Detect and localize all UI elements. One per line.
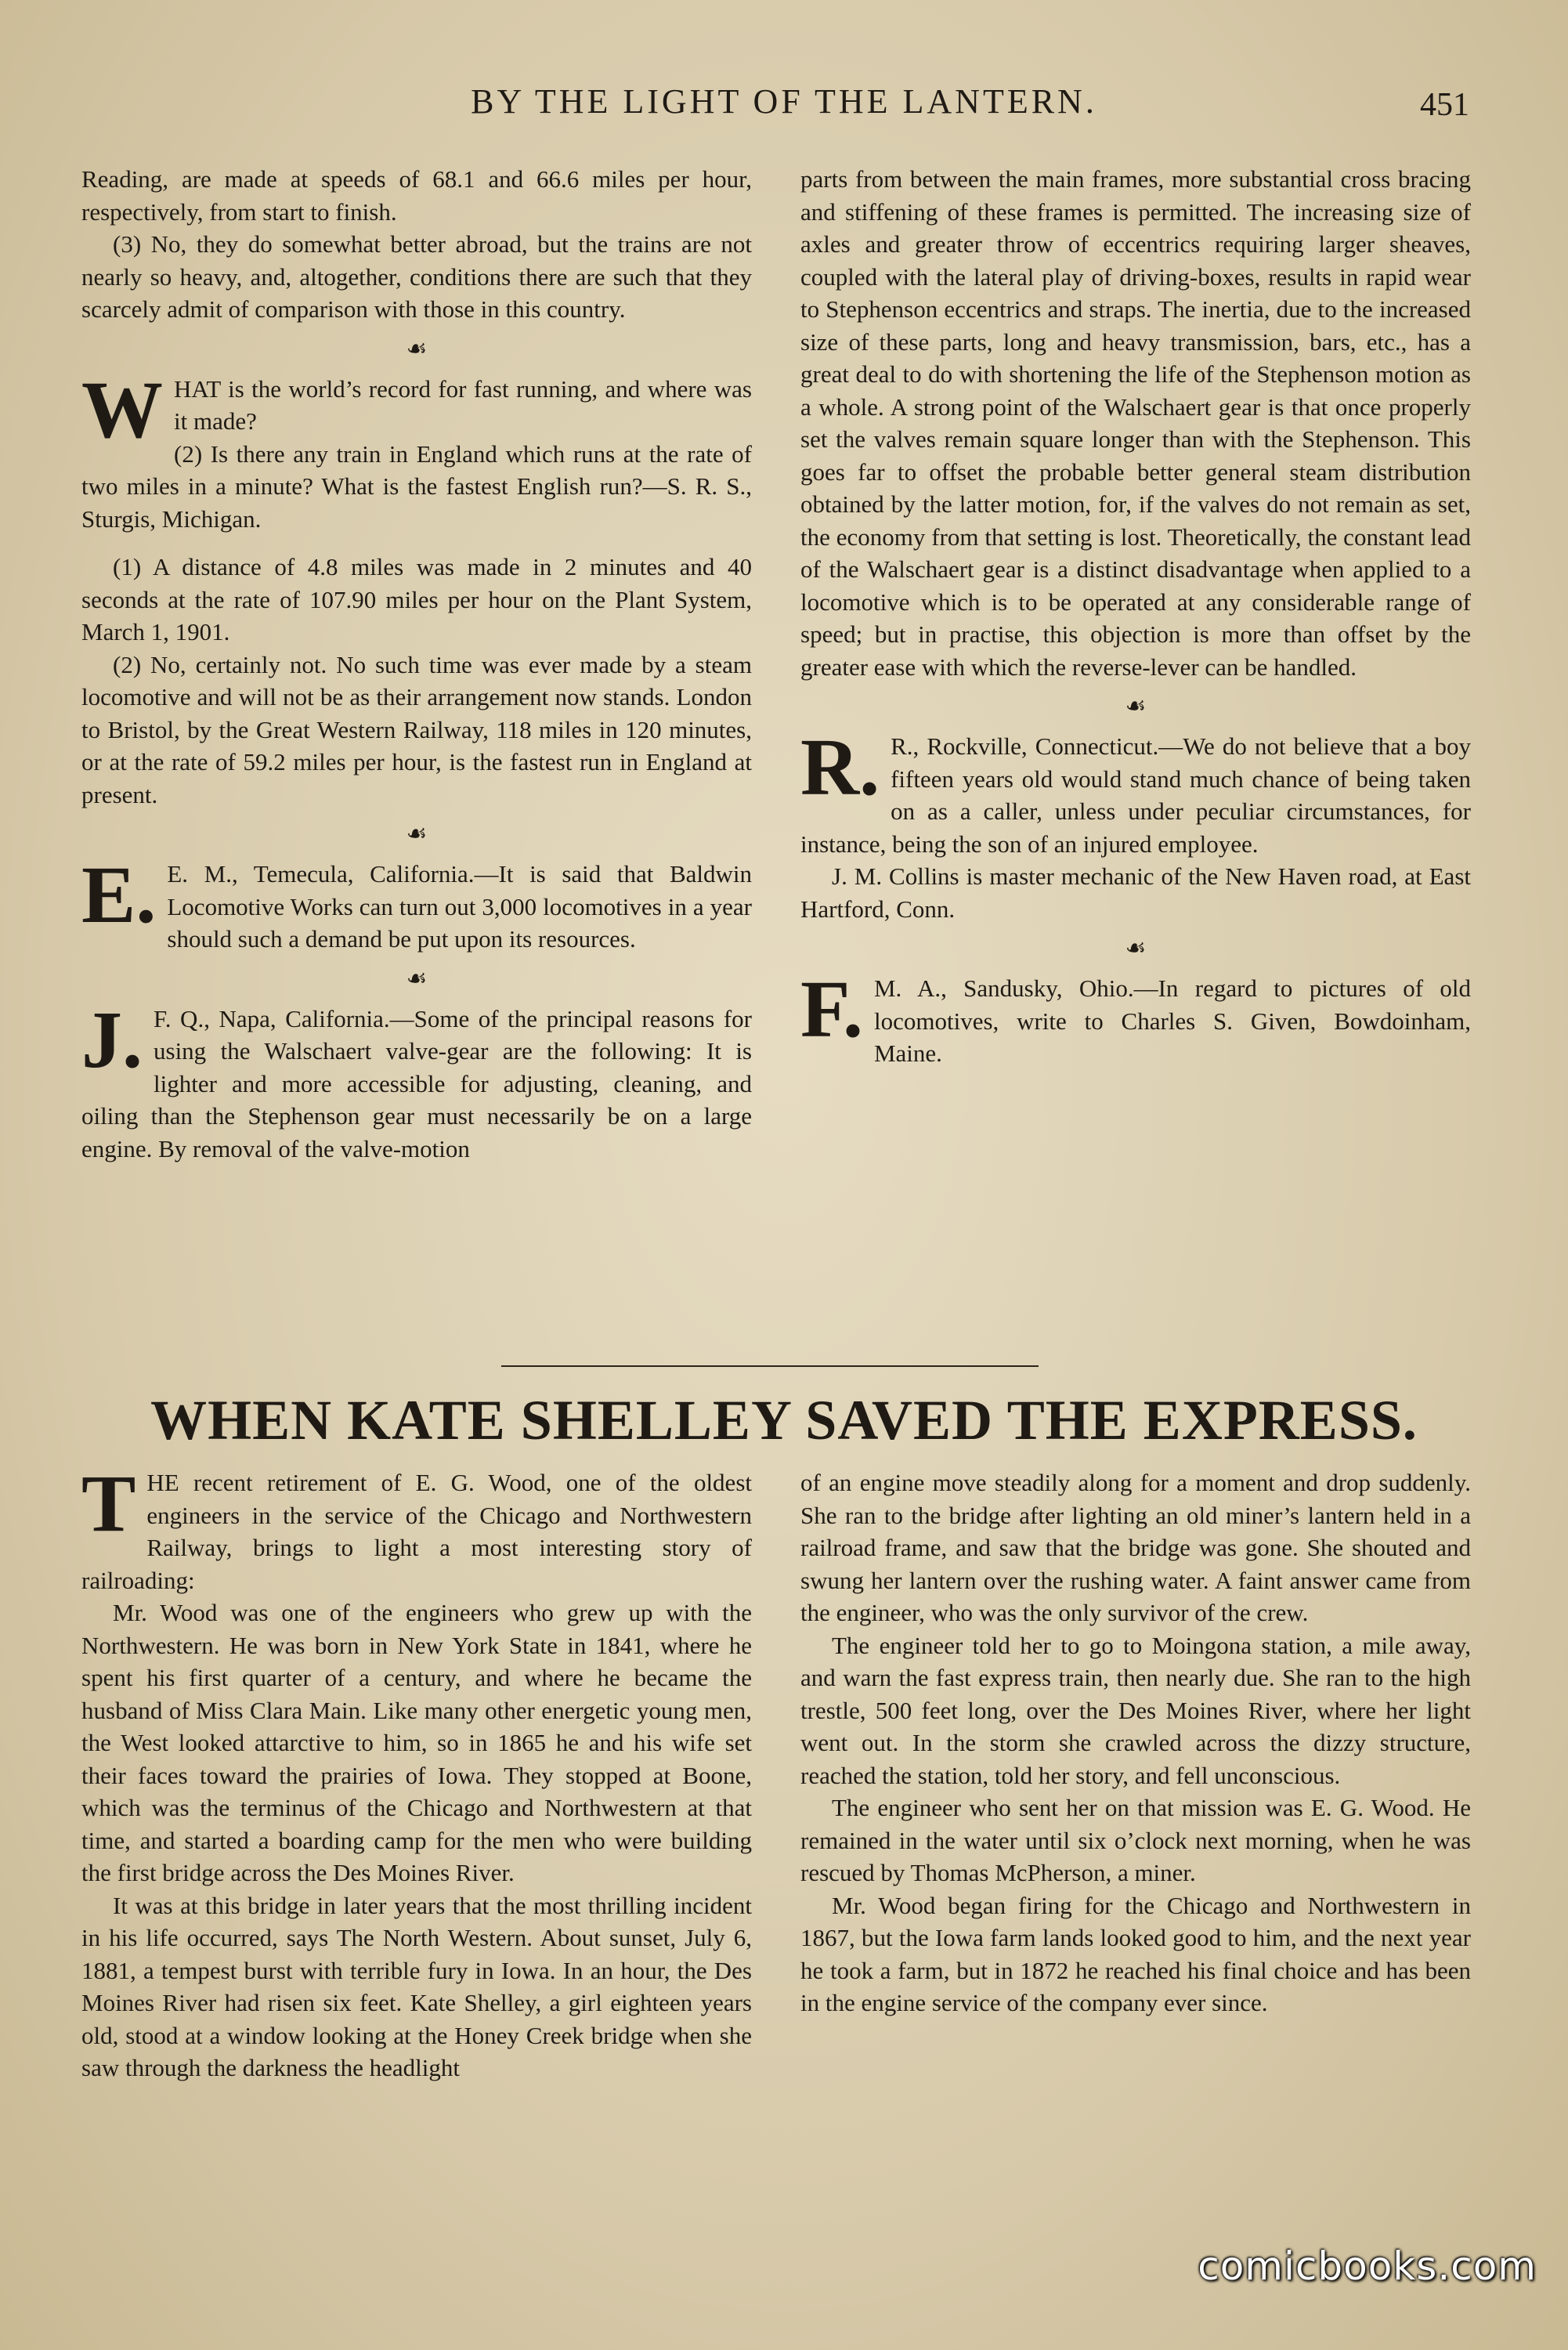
paragraph-with-initial	[800, 964, 1471, 1070]
drop-cap-initial: E.	[81, 850, 157, 940]
article-column-left	[81, 1459, 752, 2084]
paragraph-with-initial	[81, 850, 752, 956]
paragraph-text: M. A., Sandusky, Ohio.—In regard to pictures of old locomotives, write to Charles S. Given, Bowdoinham, Maine.	[873, 974, 1471, 1067]
paragraph: J. M. Collins is master mechanic of the New Haven road, at East Hartford, Conn.	[800, 862, 1471, 923]
paragraph: (2) Is there any train in England which runs at the rate of two miles in a minute? What is the fastest English run?—S. R. S., Sturgis, Michigan.	[81, 439, 752, 533]
drop-cap-initial: F.	[800, 964, 863, 1054]
paragraph: It was at this bridge in later years that the most thrilling incident in his life occurred, says The North Western. About sunset, July 6, 1881, a tempest burst with terrible fury in Iowa. In an hour, the Des Moines River had risen six feet. Kate Shelley, a girl eighteen years old, stood at a window looking at the Honey Creek bridge when she saw through the darkness the headlight	[81, 1891, 752, 2081]
paragraph-text: HE recent retirement of E. G. Wood, one of the oldest engineers in the service of the Chicago and Northwestern Railway, brings to light a most interesting story of railroading:	[81, 1469, 752, 1594]
paragraph-text: E. M., Temecula, California.—It is said that Baldwin Locomotive Works can turn out 3,000 locomotives in a year should such a demand be put upon its resources.	[167, 860, 752, 953]
fleuron-ornament: ☙	[1125, 693, 1147, 719]
running-head: BY THE LIGHT OF THE LANTERN.	[471, 82, 1097, 121]
paragraph-with-initial	[81, 1459, 752, 1596]
drop-cap-initial: J.	[81, 994, 143, 1085]
paragraph-with-initial	[81, 364, 752, 455]
drop-cap-initial: W	[81, 364, 163, 455]
paragraph: Reading, are made at speeds of 68.1 and 66.6 miles per hour, respectively, from start to finish.	[81, 165, 752, 226]
paragraph: Mr. Wood began firing for the Chicago and Northwestern in 1867, but the Iowa farm lands looked good to him, and the next year he took a farm, but in 1872 he reached his final choice and has been in the engine service of the company ever since.	[800, 1891, 1471, 2016]
paragraph-with-initial	[800, 722, 1471, 860]
paragraph: (2) No, certainly not. No such time was ever made by a steam locomotive and will not be as their arrangement now stands. London to Bristol, by the Great Western Railway, 118 miles in 120 minutes, or at the rate of 59.2 miles per hour, is the fastest run in England at present.	[81, 650, 752, 808]
fleuron-ornament: ☙	[406, 821, 428, 847]
paragraph: (3) No, they do somewhat better abroad, but the trains are not nearly so heavy, and, altogether, conditions there are such that they scarcely admit of comparison with those in this country.	[81, 230, 752, 323]
watermark: comicbooks.com	[1198, 2243, 1537, 2289]
article-title: WHEN KATE SHELLEY SAVED THE EXPRESS.	[150, 1389, 1418, 1452]
paragraph: The engineer told her to go to Moingona station, a mile away, and warn the fast express train, then nearly due. She ran to the high trestle, 500 feet long, over the Des Moines River, where her light went out. In the storm she crawled across the dizzy structure, reached the station, told her story, and fell unconscious.	[800, 1631, 1471, 1789]
paragraph-text: F. Q., Napa, California.—Some of the principal reasons for using the Walschaert valve-gear are the following: It is lighter and more accessible for adjusting, cleaning, and oiling than the Stephenson gear must necessarily be on a large engine. By removal of the valve-motion	[81, 1004, 752, 1162]
paragraph: parts from between the main frames, more substantial cross bracing and stiffening of these frames is permitted. The increasing size of axles and greater throw of eccentrics requiring larger sheaves, coupled with the lateral play of driving-boxes, results in rapid wear to Stephenson eccentrics and straps. The inertia, due to the increased size of these parts, long and heavy transmission, bars, etc., has a great deal to do with shortening the life of the Stephenson motion as a whole. A strong point of the Walschaert gear is that once properly set the valves remain square longer than with the Stephenson. This goes far to offset the probable better general steam distribution obtained by the latter motion, for, if the valves do not remain as set, the economy from that setting is lost. Theoretically, the constant lead of the Walschaert gear is a distinct disadvantage when applied to a locomotive which is to be operated at any considerable range of speed; but in practise, this objection is more than offset by the greater ease with which the reverse-lever can be handled.	[800, 165, 1471, 681]
paragraph-text: HAT is the world’s record for fast running, and where was it made?	[174, 374, 752, 435]
qa-column-right	[800, 163, 1471, 1070]
fleuron-ornament: ☙	[406, 965, 428, 992]
article-column-right	[800, 1466, 1471, 2019]
paragraph-with-initial	[81, 994, 752, 1166]
paragraph-gap	[81, 535, 752, 551]
paragraph-text: R., Rockville, Connecticut.—We do not believe that a boy fifteen years old would stand much chance of being taken on as a caller, unless under peculiar circumstances, for instance, being the son of an injured employee.	[800, 732, 1471, 858]
qa-column-left	[81, 163, 752, 1165]
section-divider	[501, 1365, 1039, 1367]
paragraph: (1) A distance of 4.8 miles was made in 2 minutes and 40 seconds at the rate of 107.90 miles per hour on the Plant System, March 1, 1901.	[81, 553, 752, 645]
paragraph: Mr. Wood was one of the engineers who grew up with the Northwestern. He was born in New York State in 1841, where he spent his first quarter of a century, and where he became the husband of Miss Clara Main. Like many other energetic young men, the West looked attarctive to him, so in 1865 he and his wife set their faces toward the prairies of Iowa. They stopped at Boone, which was the terminus of the Chicago and Northwestern at that time, and started a boarding camp for the men who were building the first bridge across the Des Moines River.	[81, 1599, 752, 1886]
fleuron-ornament: ☙	[1125, 935, 1147, 961]
fleuron-ornament: ☙	[406, 335, 428, 362]
page-number: 451	[1420, 87, 1469, 123]
drop-cap-initial: R.	[800, 722, 880, 812]
paragraph: The engineer who sent her on that mission was E. G. Wood. He remained in the water until six o’clock next morning, when he was rescued by Thomas McPherson, a miner.	[800, 1794, 1471, 1886]
paragraph: of an engine move steadily along for a moment and drop suddenly. She ran to the bridge after lighting an old miner’s lantern held in a railroad frame, and saw that the bridge was gone. She shouted and swung her lantern over the rushing water. A faint answer came from the engineer, who was the only survivor of the crew.	[800, 1469, 1471, 1626]
drop-cap-initial: T	[81, 1459, 136, 1549]
